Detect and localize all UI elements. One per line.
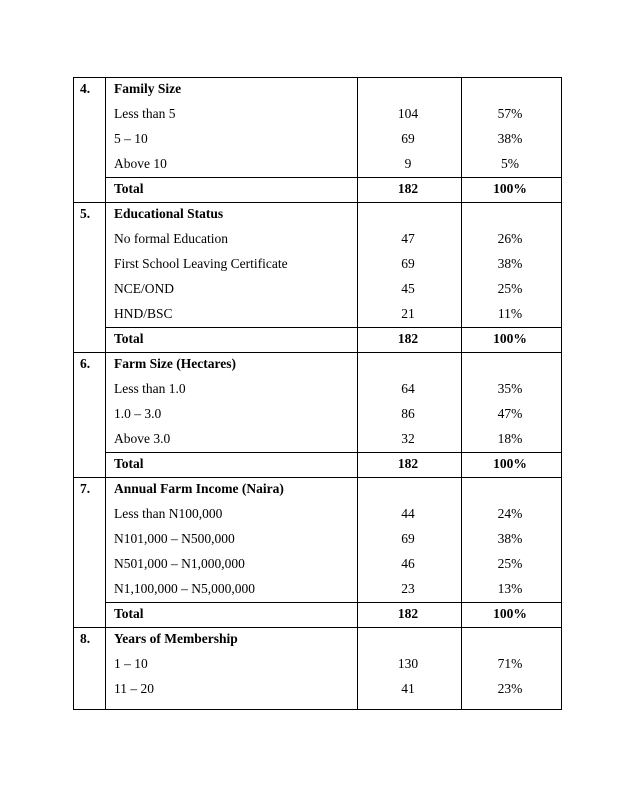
row-percentage: 11% <box>497 306 523 321</box>
column-divider <box>357 478 358 627</box>
row-count: 69 <box>401 256 415 271</box>
row-label: Less than 5 <box>114 106 176 121</box>
section-title: Farm Size (Hectares) <box>114 356 236 371</box>
row-count: 46 <box>401 556 415 571</box>
row-label: Above 10 <box>114 156 167 171</box>
data-table <box>73 77 562 707</box>
section-number: 7. <box>80 481 91 496</box>
total-count: 182 <box>397 606 419 621</box>
row-label: Less than N100,000 <box>114 506 223 521</box>
row-percentage: 47% <box>497 406 523 421</box>
row-count: 130 <box>397 656 419 671</box>
row-label: NCE/OND <box>114 281 174 296</box>
row-percentage: 5% <box>501 156 519 171</box>
row-label: 1 – 10 <box>114 656 148 671</box>
section-number: 8. <box>80 631 91 646</box>
table-section <box>73 352 562 477</box>
row-percentage: 38% <box>497 131 523 146</box>
row-label: First School Leaving Certificate <box>114 256 288 271</box>
section-title: Family Size <box>114 81 182 96</box>
section-number: 4. <box>80 81 91 96</box>
row-count: 64 <box>401 381 415 396</box>
row-count: 44 <box>401 506 415 521</box>
row-percentage: 25% <box>497 556 523 571</box>
section-number: 5. <box>80 206 91 221</box>
column-divider <box>357 203 358 352</box>
row-label: Above 3.0 <box>114 431 171 446</box>
row-percentage: 35% <box>497 381 523 396</box>
total-count: 182 <box>397 331 419 346</box>
total-divider <box>105 177 561 178</box>
table-section <box>73 627 562 710</box>
total-label: Total <box>114 606 144 621</box>
row-percentage: 24% <box>497 506 523 521</box>
row-label: HND/BSC <box>114 306 173 321</box>
column-divider <box>105 478 106 627</box>
row-count: 45 <box>401 281 415 296</box>
row-label: 5 – 10 <box>114 131 148 146</box>
row-percentage: 38% <box>497 256 523 271</box>
column-divider <box>105 353 106 477</box>
row-label: N501,000 – N1,000,000 <box>114 556 245 571</box>
total-count: 182 <box>397 456 419 471</box>
row-count: 41 <box>401 681 415 696</box>
section-title: Years of Membership <box>114 631 238 646</box>
row-label: No formal Education <box>114 231 228 246</box>
section-title: Educational Status <box>114 206 224 221</box>
section-title: Annual Farm Income (Naira) <box>114 481 284 496</box>
column-divider <box>105 628 106 709</box>
row-percentage: 23% <box>497 681 523 696</box>
total-divider <box>105 452 561 453</box>
total-percentage: 100% <box>493 456 527 471</box>
row-label: Less than 1.0 <box>114 381 186 396</box>
section-number: 6. <box>80 356 91 371</box>
row-label: N101,000 – N500,000 <box>114 531 235 546</box>
total-percentage: 100% <box>493 181 527 196</box>
row-percentage: 25% <box>497 281 523 296</box>
row-label: 1.0 – 3.0 <box>114 406 162 421</box>
column-divider <box>105 78 106 202</box>
total-divider <box>105 602 561 603</box>
total-divider <box>105 327 561 328</box>
row-percentage: 18% <box>497 431 523 446</box>
row-percentage: 13% <box>497 581 523 596</box>
table-section <box>73 202 562 352</box>
total-label: Total <box>114 456 144 471</box>
row-percentage: 71% <box>497 656 523 671</box>
row-count: 69 <box>401 531 415 546</box>
row-count: 23 <box>401 581 415 596</box>
row-count: 32 <box>401 431 415 446</box>
row-label: 11 – 20 <box>114 681 154 696</box>
row-percentage: 26% <box>497 231 523 246</box>
column-divider <box>461 478 462 627</box>
column-divider <box>105 203 106 352</box>
total-label: Total <box>114 331 144 346</box>
total-percentage: 100% <box>493 606 527 621</box>
row-count: 9 <box>404 156 412 171</box>
row-count: 47 <box>401 231 415 246</box>
row-percentage: 38% <box>497 531 523 546</box>
row-count: 69 <box>401 131 415 146</box>
table-section <box>73 77 562 202</box>
total-count: 182 <box>397 181 419 196</box>
total-percentage: 100% <box>493 331 527 346</box>
column-divider <box>461 203 462 352</box>
row-count: 21 <box>401 306 415 321</box>
row-count: 86 <box>401 406 415 421</box>
table-section <box>73 477 562 627</box>
row-percentage: 57% <box>497 106 523 121</box>
row-count: 104 <box>397 106 419 121</box>
row-label: N1,100,000 – N5,000,000 <box>114 581 255 596</box>
total-label: Total <box>114 181 144 196</box>
